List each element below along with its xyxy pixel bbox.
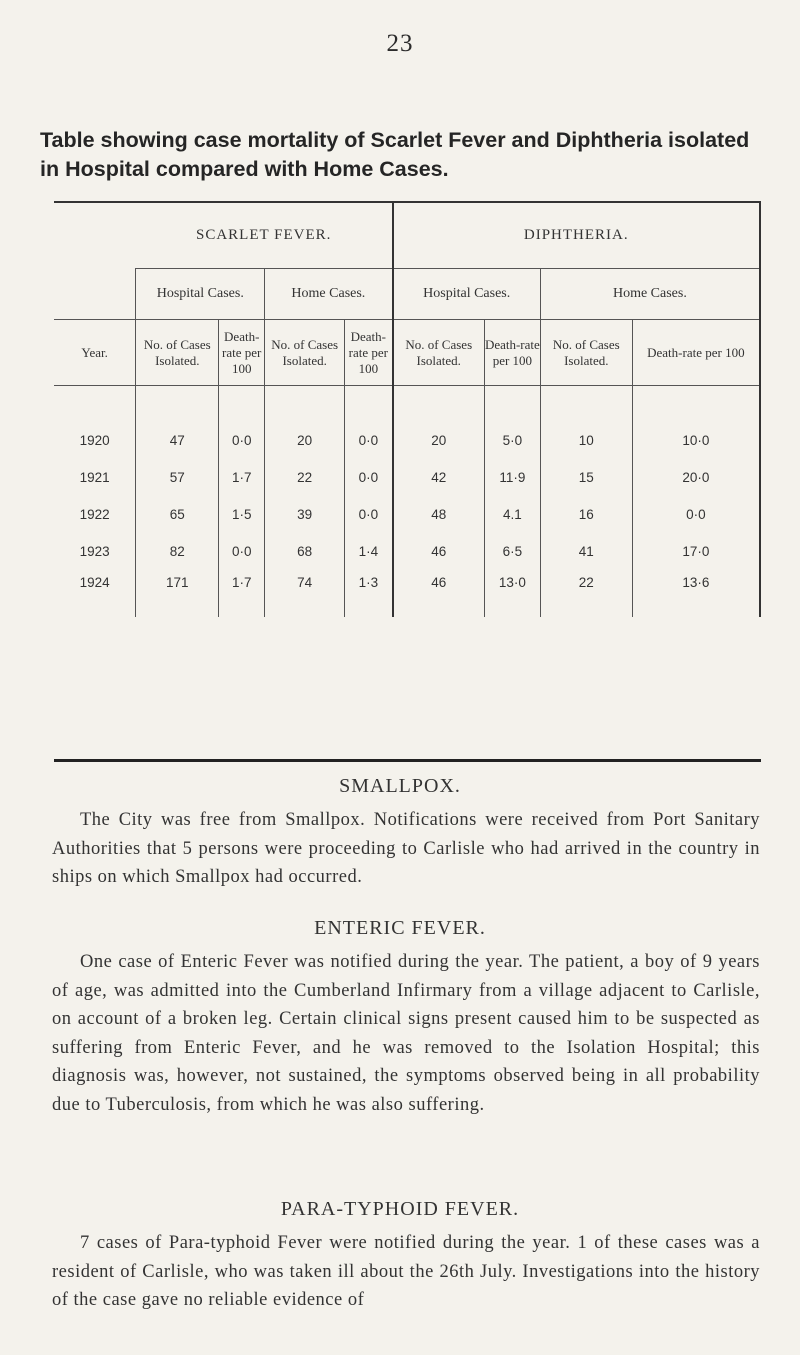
- table-cell: 46: [393, 570, 485, 617]
- column-header-scarlet-home-cases: No. of Cases Isolated.: [265, 320, 345, 386]
- table-cell: 10·0: [632, 422, 760, 459]
- table-cell: 39: [265, 496, 345, 533]
- table-cell: 171: [136, 570, 219, 617]
- table-row: [54, 533, 760, 570]
- column-header-diphtheria-hospital-death-rate: Death-rate per 100: [484, 320, 540, 386]
- heading-smallpox: SMALLPOX.: [339, 775, 461, 797]
- cell-year: 1922: [79, 507, 110, 522]
- column-header-year: Year.: [54, 320, 136, 386]
- table-cell: 0·0: [632, 496, 760, 533]
- table-cell: 41: [540, 533, 632, 570]
- paragraph-enteric-fever: One case of Enteric Fever was notified during the year. The patient, a boy of 9 years of age, was admitted into the Cumberland Infirmary from a village adjacent to Carlisle, on account of a broken leg. Certain clinical signs present caused him to be suspected as suffering from Enteric Fever, and he was removed to the Isolation Hospital; this diagnosis was, however, not sustained, the symptoms observed being in all probability due to Tuberculosis, from which he was also suffering.: [52, 952, 760, 1115]
- cell-year: 1921: [79, 470, 110, 485]
- cell-year: 1923: [79, 544, 110, 559]
- table-cell: 0·0: [345, 496, 393, 533]
- table-cell: 42: [393, 459, 485, 496]
- mortality-table-container: [54, 201, 761, 752]
- cell-year: 1924: [79, 575, 110, 590]
- table-cell: 57: [136, 459, 219, 496]
- table-cell: 10: [540, 422, 632, 459]
- table-cell: 13·6: [632, 570, 760, 617]
- table-cell: 1·5: [219, 496, 265, 533]
- table-cell: 4.1: [484, 496, 540, 533]
- table-row: [54, 459, 760, 496]
- table-cell: 1·3: [345, 570, 393, 617]
- column-header-scarlet-home-death-rate: Death-rate per 100: [345, 320, 393, 386]
- table-cell: 68: [265, 533, 345, 570]
- table-bottom-rule: [54, 759, 761, 762]
- table-cell: 20·0: [632, 459, 760, 496]
- table-cell: 0·0: [345, 459, 393, 496]
- page-number: 23: [386, 30, 414, 57]
- subgroup-header-diphtheria-home: Home Cases.: [540, 269, 760, 320]
- group-header-scarlet-fever: SCARLET FEVER.: [195, 227, 332, 243]
- table-title: Table showing case mortality of Scarlet Fever and Diphtheria isolated in Hospital compared with Home Cases.: [40, 128, 750, 181]
- table-cell: 48: [393, 496, 485, 533]
- column-header-diphtheria-hospital-cases: No. of Cases Isolated.: [393, 320, 485, 386]
- subgroup-header-scarlet-hospital: Hospital Cases.: [136, 269, 265, 320]
- table-cell: 5·0: [484, 422, 540, 459]
- column-header-scarlet-hospital-cases: No. of Cases Isolated.: [136, 320, 219, 386]
- table-cell: 17·0: [632, 533, 760, 570]
- table-cell: 0·0: [219, 533, 265, 570]
- table-cell: 1·7: [219, 570, 265, 617]
- subgroup-header-diphtheria-hospital: Hospital Cases.: [393, 269, 541, 320]
- table-cell: 20: [265, 422, 345, 459]
- table-cell: 6·5: [484, 533, 540, 570]
- paragraph-para-typhoid-fever: 7 cases of Para-typhoid Fever were notified during the year. 1 of these cases was a resident of Carlisle, who was taken ill about the 26th July. Investigations into the history of the case gave no reliable evidence of: [52, 1233, 760, 1310]
- table-cell: 16: [540, 496, 632, 533]
- table-cell: 65: [136, 496, 219, 533]
- cell-year: 1920: [79, 433, 110, 448]
- table-row: [54, 570, 760, 617]
- table-cell: 22: [540, 570, 632, 617]
- column-header-scarlet-hospital-death-rate: Death-rate per 100: [219, 320, 265, 386]
- table-cell: 82: [136, 533, 219, 570]
- group-header-diphtheria: DIPHTHERIA.: [393, 202, 760, 269]
- heading-enteric-fever: ENTERIC FEVER.: [314, 917, 486, 939]
- table-cell: 11·9: [484, 459, 540, 496]
- table-cell: 74: [265, 570, 345, 617]
- table-cell: 47: [136, 422, 219, 459]
- table-row: [54, 496, 760, 533]
- table-row: [54, 422, 760, 459]
- table-cell: 46: [393, 533, 485, 570]
- table-cell: 1·7: [219, 459, 265, 496]
- paragraph-smallpox: The City was free from Smallpox. Notifications were received from Port Sanitary Authorities that 5 persons were proceeding to Carlisle who had arrived in the country in ships on which Smallpox had occurred.: [52, 810, 760, 887]
- table-cell: 13·0: [484, 570, 540, 617]
- heading-para-typhoid-fever: PARA-TYPHOID FEVER.: [280, 1198, 520, 1220]
- column-header-diphtheria-home-death-rate: Death-rate per 100: [632, 320, 760, 386]
- table-cell: 0·0: [219, 422, 265, 459]
- mortality-table: [54, 201, 761, 617]
- table-cell: 0·0: [345, 422, 393, 459]
- table-cell: 22: [265, 459, 345, 496]
- table-cell: 20: [393, 422, 485, 459]
- table-cell: 1·4: [345, 533, 393, 570]
- subgroup-header-scarlet-home: Home Cases.: [265, 269, 393, 320]
- table-cell: 15: [540, 459, 632, 496]
- column-header-diphtheria-home-cases: No. of Cases Isolated.: [540, 320, 632, 386]
